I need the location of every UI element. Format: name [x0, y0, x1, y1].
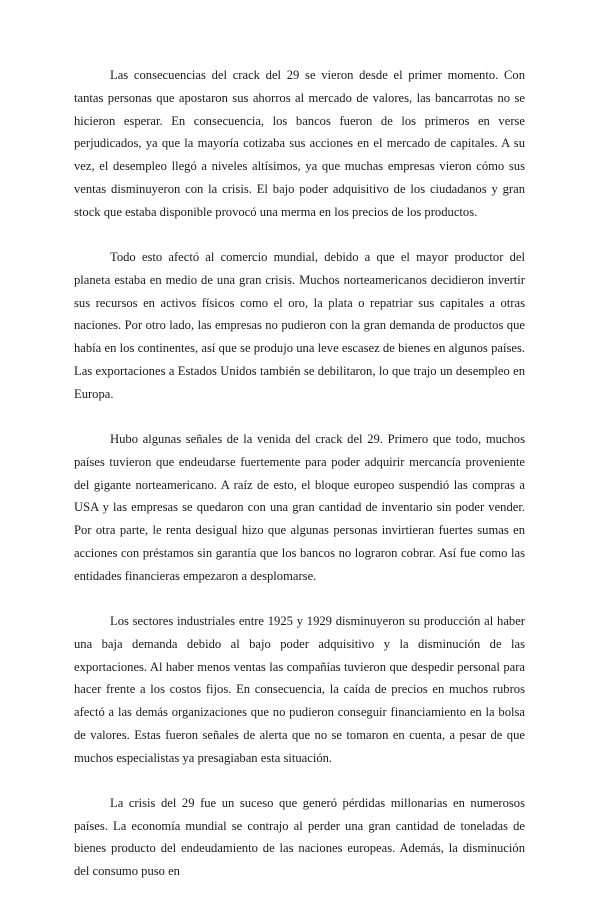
paragraph-warning-signs: Hubo algunas señales de la venida del crack del 29. Primero que todo, muchos países tuvieron que endeudarse fuertemente para poder adquirir mercancía proveniente del gigante norteamericano. A raíz de esto, el bloque europeo suspendió las compras a USA y las empresas se quedaron con una gran cantidad de inventario sin poder vender. Por otra parte, le renta desigual hizo que algunas personas invirtieran fuertes sumas en acciones con préstamos sin garantía que los bancos no lograron cobrar. Así fue como las entidades financieras empezaron a desplomarse.	[74, 431, 525, 583]
document-page	[74, 64, 525, 905]
paragraph-consequences: Las consecuencias del crack del 29 se vieron desde el primer momento. Con tantas personas que apostaron sus ahorros al mercado de valores, las bancarrotas no se hicieron esperar. En consecuencia, los bancos fueron de los primeros en verse perjudicados, ya que la mayoría cotizaba sus acciones en el mercado de capitales. A su vez, el desempleo llegó a niveles altísimos, ya que muchas empresas vieron cómo sus ventas disminuyeron con la crisis. El bajo poder adquisitivo de los ciudadanos y gran stock que estaba disponible provocó una merma en los precios de los productos.	[74, 68, 525, 219]
paragraph-world-trade: Todo esto afectó al comercio mundial, debido a que el mayor productor del planeta estaba en medio de una gran crisis. Muchos norteamericanos decidieron invertir sus recursos en activos físicos como el oro, la plata o repatriar sus capitales a otras naciones. Por otro lado, las empresas no pudieron con la gran demanda de productos que había en los continentes, así que se produjo una leve escasez de bienes en algunos países. Las exportaciones a Estados Unidos también se debilitaron, lo que trajo un desempleo en Europa.	[74, 249, 525, 401]
paragraph-industrial-sectors: Los sectores industriales entre 1925 y 1929 disminuyeron su producción al haber una baja demanda debido al bajo poder adquisitivo y la disminución de las exportaciones. Al haber menos ventas las compañías tuvieron que despedir personal para hacer frente a los costos fijos. En consecuencia, la caída de precios en muchos rubros afectó a las demás organizaciones que no pudieron conseguir financiamiento en la bolsa de valores. Estas fueron señales de alerta que no se tomaron en cuenta, a pesar de que muchos especialistas ya presagiaban esta situación.	[74, 613, 525, 765]
paragraph-global-losses: La crisis del 29 fue un suceso que generó pérdidas millonarias en numerosos países. La economía mundial se contrajo al perder una gran cantidad de toneladas de bienes producto del endeudamiento de las naciones europeas. Además, la disminución del consumo puso en	[74, 795, 525, 879]
